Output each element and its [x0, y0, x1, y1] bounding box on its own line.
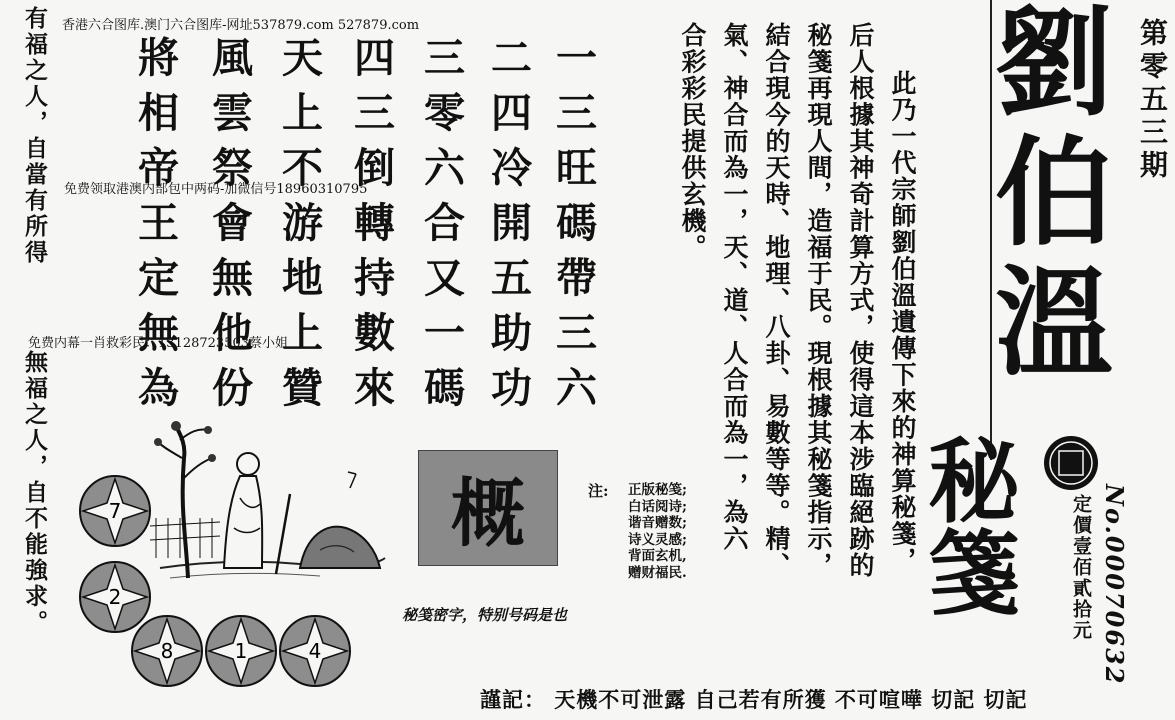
note-line-3: 谐音赠数; [628, 515, 687, 531]
margin-col-unfortunate: 無福之人，自不能強求。 [21, 350, 48, 636]
secret-char-2: 箋 [928, 520, 1021, 628]
summary-box [418, 450, 558, 566]
intro-column-1: 此乃一代宗師劉伯溫遺傳下來的神算秘箋， [888, 70, 917, 574]
note-line-5: 背面玄机, [628, 548, 687, 564]
intro-column-3: 秘箋再現人間，造福于民。現根據其秘箋指示， [804, 22, 833, 579]
title-char-3: 溫 [995, 253, 1114, 392]
star-disc-1 [204, 614, 278, 688]
issue-number: 第零五三期 [1136, 18, 1169, 183]
star-disc-7 [78, 474, 152, 548]
poem-column-5: 天上不游地上贊 [275, 36, 323, 421]
watermark-top: 香港六合图库.澳门六合图库-网址537879.com 527879.com [62, 18, 420, 33]
star-disc-8-number: 8 [160, 639, 174, 663]
intro-column-2: 后人根據其神奇計算方式，使得這本涉臨絕跡的 [846, 22, 875, 579]
poem-column-4: 四三倒轉持數來 [347, 36, 395, 421]
secret-caption: 秘笺密字，特别号码是也 [402, 606, 568, 624]
star-disc-4 [278, 614, 352, 688]
price-label: 定價壹佰貳拾元 [1070, 494, 1092, 641]
sage-illustration [150, 418, 390, 598]
note-line-1: 正版秘笺; [628, 482, 687, 498]
intro-column-4: 結合現今的天時、地理、八卦、易數等等。精、 [762, 22, 791, 579]
star-disc-7-number: 7 [108, 499, 122, 523]
poem-column-2: 二四冷開五助功 [484, 36, 532, 421]
watermark-mid: 免费领取港澳内部包中两码-加微信号18960310795 [64, 182, 368, 197]
title-divider [990, 0, 993, 460]
star-disc-8 [130, 614, 204, 688]
poem-column-6: 風雲祭會無他份 [205, 36, 253, 421]
notes-label: 注: [588, 482, 609, 500]
summary-char: 概 [451, 471, 525, 557]
poem-column-3: 三零六合又一碼 [417, 36, 465, 421]
star-disc-1-number: 1 [234, 639, 248, 663]
secret-block [928, 428, 1021, 628]
poem-column-1: 一三旺碼帶三六 [549, 36, 597, 421]
intro-column-5: 氣、神合而為一，天、道、人合而為一，為六 [720, 22, 749, 552]
notes-list [628, 482, 687, 581]
star-disc-4-number: 4 [308, 639, 322, 663]
title-block [995, 0, 1115, 392]
watermark-low: 免费内幕一肖救彩民：13128723503蔡小姐 [28, 336, 288, 351]
secret-char-1: 秘 [928, 428, 1021, 536]
margin-col-fortunate: 有福之人，自當有所得 [21, 6, 48, 266]
star-disc-2-number: 2 [108, 585, 122, 609]
intro-column-6: 合彩彩民提供玄機。 [678, 22, 707, 261]
title-char-1: 劉 [995, 0, 1114, 132]
footer-warning: 謹記： 天機不可泄露 自己若有所獲 不可喧嘩 切記 切記 [480, 687, 1028, 712]
poem-column-7: 將相帝王定無為 [131, 36, 179, 421]
note-line-6: 赠财福民. [628, 564, 687, 581]
title-char-2: 伯 [995, 123, 1114, 262]
serial-number: No.00070632 [1100, 484, 1129, 686]
seal-stamp-icon [1042, 434, 1100, 492]
note-line-2: 白话阅诗; [628, 498, 687, 515]
note-line-4: 诗义灵感; [628, 531, 687, 548]
